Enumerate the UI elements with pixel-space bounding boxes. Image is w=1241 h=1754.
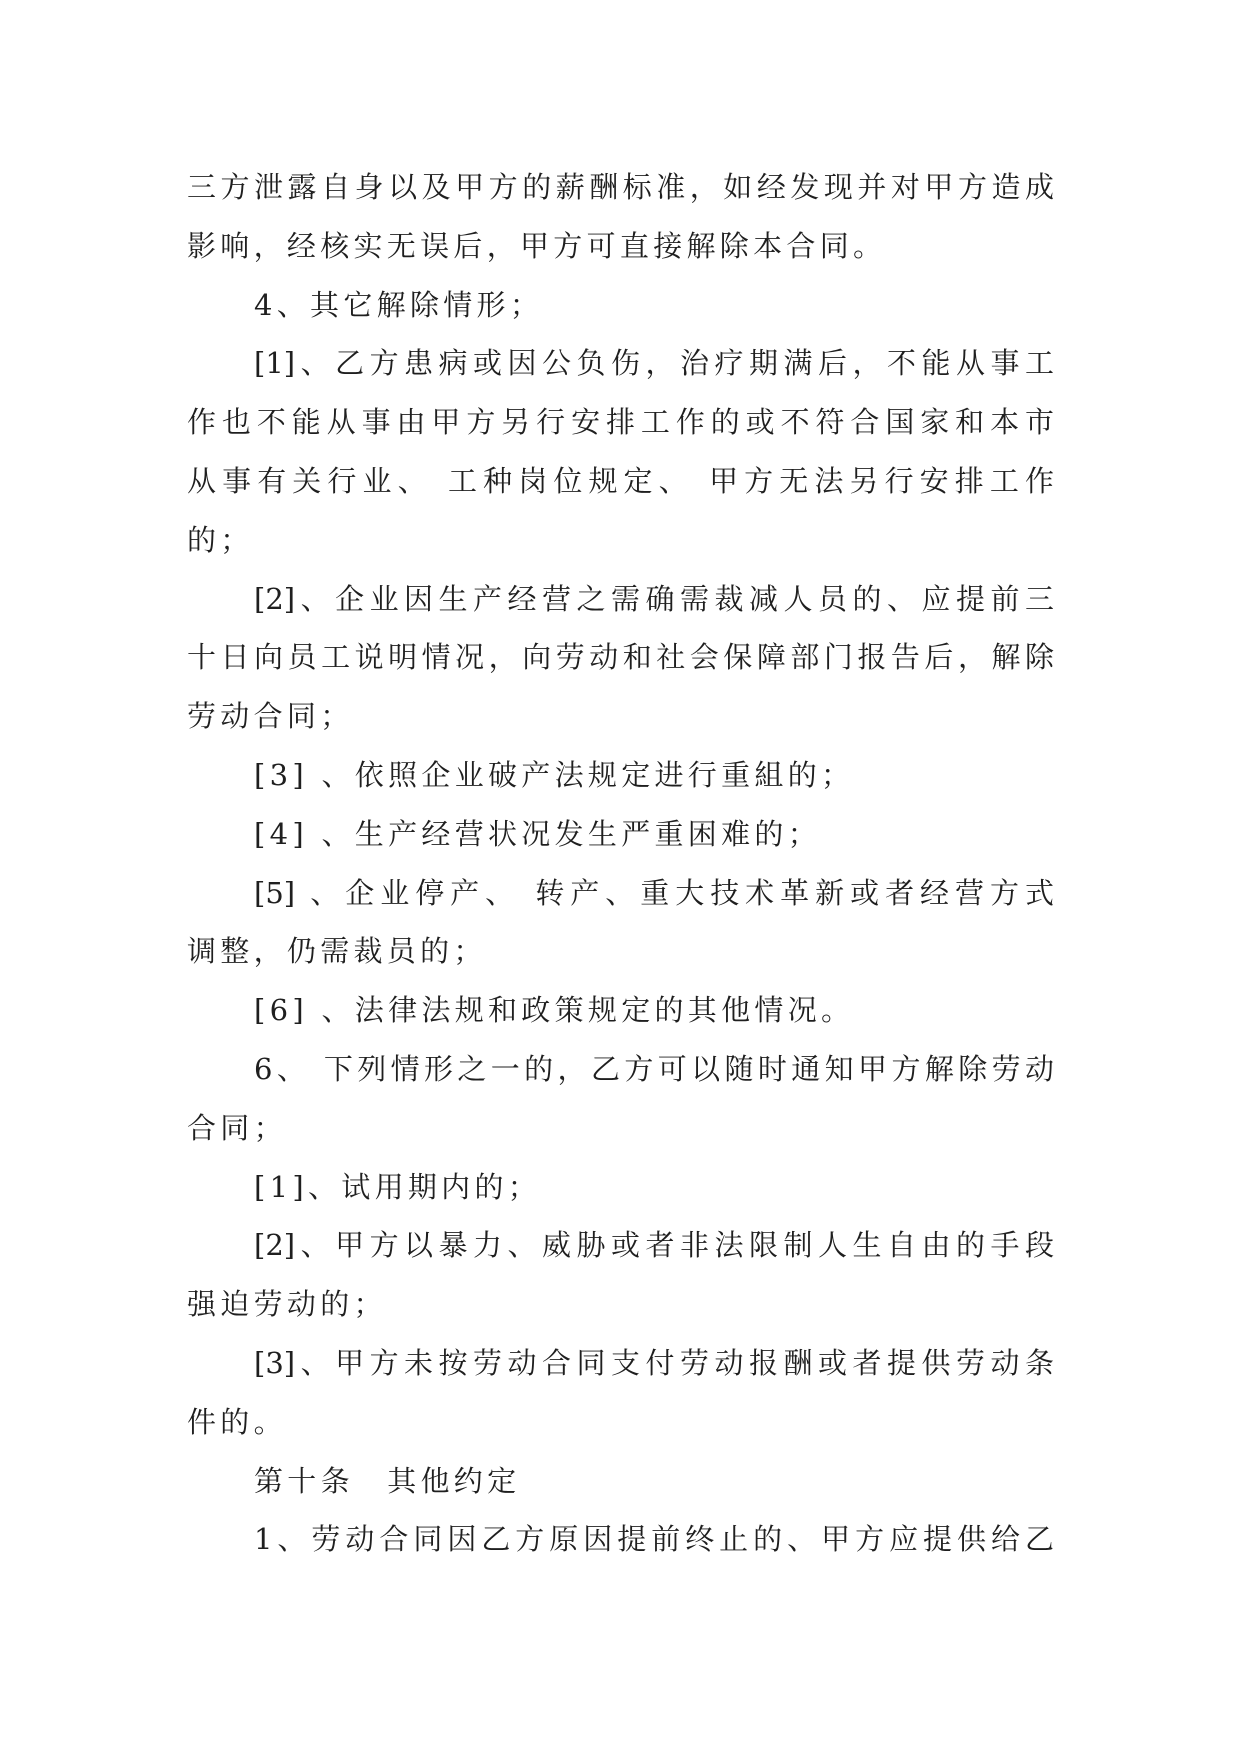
paragraph [187, 746, 1054, 805]
text-line: 4、其它解除情形； [254, 287, 544, 322]
text-line: [4] 、生产经营状况发生严重困难的； [254, 816, 821, 851]
text-line: 调整，仍需裁员的； [187, 934, 487, 969]
paragraph [187, 570, 1054, 746]
text-line: 6、 下列情形之一的，乙方可以随时通知甲方解除劳动 [254, 1051, 1054, 1086]
text-line: [2]、甲方以暴力、威胁或者非法限制人生自由的手段 [254, 1228, 1054, 1263]
paragraph [187, 1040, 1054, 1158]
clause-heading [187, 1452, 1054, 1511]
document-body [187, 158, 1054, 1569]
text-line: [2]、企业因生产经营之需确需裁减人员的、应提前三 [254, 581, 1054, 616]
text-line: 第十条 其他约定 [254, 1463, 521, 1498]
paragraph [187, 1510, 1054, 1569]
paragraph [187, 1216, 1054, 1334]
text-line: [1]、试用期内的； [254, 1169, 542, 1204]
paragraph [187, 1158, 1054, 1217]
text-line: [1]、乙方患病或因公负伤，治疗期满后，不能从事工 [254, 346, 1054, 381]
text-line: 件的。 [187, 1404, 287, 1439]
text-line: 十日向员工说明情况，向劳动和社会保障部门报告后，解除 [187, 640, 1054, 675]
paragraph [187, 805, 1054, 864]
text-line: 作也不能从事由甲方另行安排工作的或不符合国家和本市 [187, 405, 1054, 440]
text-line: 1、劳动合同因乙方原因提前终止的、甲方应提供给乙 [254, 1522, 1054, 1557]
text-line: 三方泄露自身以及甲方的薪酬标准，如经发现并对甲方造成 [187, 170, 1054, 204]
text-line: 强迫劳动的； [187, 1287, 387, 1322]
paragraph [187, 1334, 1054, 1452]
paragraph [187, 981, 1054, 1040]
text-line: [3] 、依照企业破产法规定进行重組的； [254, 757, 855, 792]
paragraph [187, 276, 1054, 335]
text-line: 劳动合同； [187, 699, 354, 734]
text-line: 影响，经核实无误后，甲方可直接解除本合同。 [187, 228, 887, 263]
text-line: [5] 、企业停产、 转产、重大技术革新或者经营方式 [254, 875, 1054, 910]
text-line: [6] 、法律法规和政策规定的其他情况。 [254, 993, 855, 1028]
paragraph [187, 334, 1054, 569]
text-line: 的； [187, 522, 254, 557]
text-line: 从事有关行业、 工种岗位规定、 甲方无法另行安排工作 [187, 463, 1054, 498]
paragraph [187, 158, 1054, 276]
paragraph [187, 864, 1054, 982]
text-line: 合同； [187, 1110, 287, 1145]
text-line: [3]、甲方未按劳动合同支付劳动报酬或者提供劳动条 [254, 1345, 1054, 1380]
